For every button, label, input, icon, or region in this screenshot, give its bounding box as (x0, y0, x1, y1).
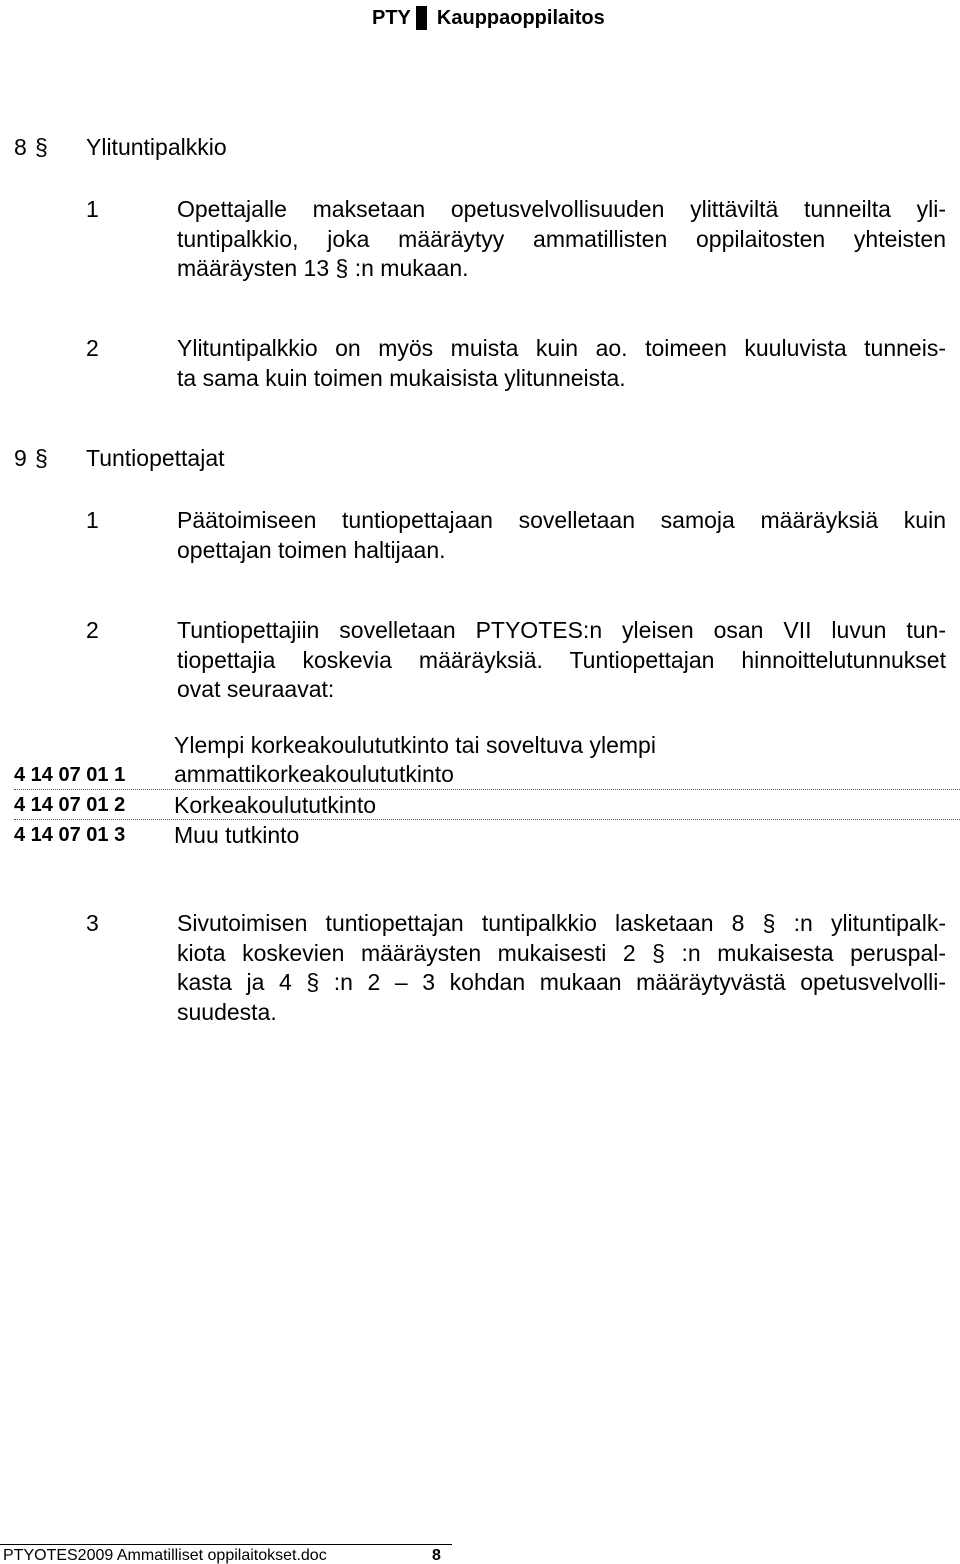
header-bar (416, 6, 427, 30)
page-header (372, 6, 605, 30)
section-9-title: Tuntiopettajat (86, 445, 225, 471)
s9-paragraph-2 (177, 616, 946, 705)
s9-paragraph-3 (177, 909, 946, 1027)
table-divider (14, 819, 960, 820)
page-number: 8 (432, 1547, 441, 1564)
table-row-3-code: 4 14 07 01 3 (14, 824, 126, 846)
s9-paragraph-3-number: 3 (86, 910, 99, 936)
table-row-1-code: 4 14 07 01 1 (14, 764, 126, 786)
table-divider (14, 789, 960, 790)
text-line: tuntipalkkio, joka määräytyy ammatillisten oppilaitosten yhteisten (177, 225, 946, 252)
text-line: Opettajalle maksetaan opetusvelvollisuuden ylittäviltä tunneilta yli- (177, 196, 946, 222)
header-title: Kauppaoppilaitos (436, 7, 605, 29)
text-line: Sivutoimisen tuntiopettajan tuntipalkkio lasketaan 8 § :n ylituntipalk- (177, 910, 946, 936)
s8-paragraph-2 (177, 334, 946, 393)
table-row-1-desc-line-1: Ylempi korkeakoulututkinto tai soveltuva ylempi (174, 732, 656, 758)
text-line: Ylituntipalkkio on myös muista kuin ao. toimeen kuuluvista tunneis- (177, 335, 946, 361)
section-9-symbol: § (35, 445, 48, 471)
table-row-1-desc-line-2: ammattikorkeakoulututkinto (174, 761, 454, 787)
text-line: kiota koskevien määräysten mukaisesti 2 § :n mukaisesta peruspal- (177, 939, 946, 966)
text-line: Tuntiopettajiin sovelletaan PTYOTES:n yleisen osan VII luvun tun- (177, 617, 946, 643)
footer-rule (0, 1544, 452, 1545)
table-row-2-code: 4 14 07 01 2 (14, 794, 126, 816)
s9-paragraph-1-number: 1 (86, 507, 99, 533)
text-line: ovat seuraavat: (177, 676, 335, 702)
s9-paragraph-1 (177, 506, 946, 565)
text-line: opettajan toimen haltijaan. (177, 536, 446, 563)
section-8-title: Ylituntipalkkio (86, 134, 227, 160)
text-line: ta sama kuin toimen mukaisista ylitunneista. (177, 364, 626, 391)
table-row-3-desc: Muu tutkinto (174, 822, 300, 848)
text-line: kasta ja 4 § :n 2 – 3 kohdan mukaan määräytyvästä opetusvelvolli- (177, 969, 946, 995)
text-line: määräysten 13 § :n mukaan. (177, 255, 469, 281)
footer-filename: PTYOTES2009 Ammatilliset oppilaitokset.doc (3, 1547, 327, 1564)
text-line: tiopettajia koskevia määräyksiä. Tuntiopettajan hinnoittelutunnukset (177, 646, 946, 673)
table-row-2-desc: Korkeakoulututkinto (174, 792, 377, 818)
header-org: PTY (372, 7, 411, 29)
s9-paragraph-2-number: 2 (86, 617, 99, 643)
text-line: suudesta. (177, 998, 277, 1025)
s8-paragraph-2-number: 2 (86, 335, 99, 361)
s8-paragraph-1-number: 1 (86, 196, 99, 222)
section-9-number: 9 (14, 445, 27, 471)
s8-paragraph-1 (177, 195, 946, 284)
text-line: Päätoimiseen tuntiopettajaan sovelletaan samoja määräyksiä kuin (177, 507, 946, 533)
section-8-number: 8 (14, 134, 27, 160)
section-8-symbol: § (35, 134, 48, 160)
